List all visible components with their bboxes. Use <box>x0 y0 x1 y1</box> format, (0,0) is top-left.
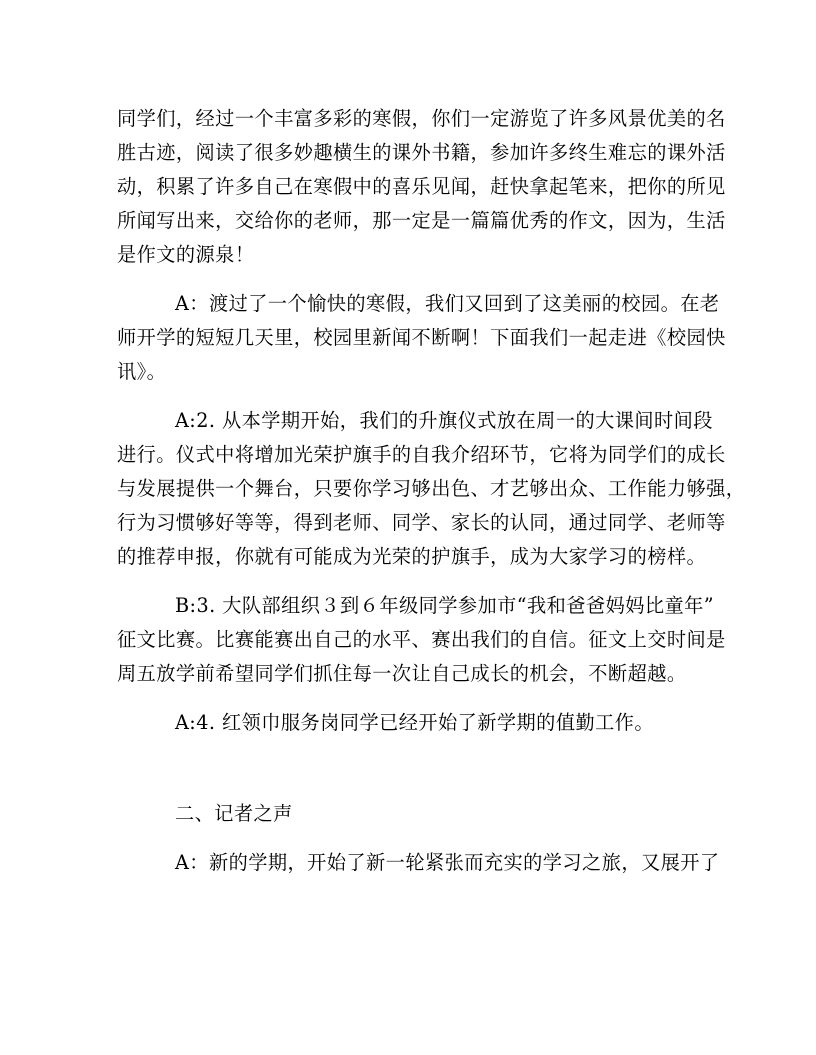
paragraph-line: 征文比赛。比赛能赛出自己的水平、赛出我们的自信。征文上交时间是 <box>117 628 726 651</box>
paragraph-line: A:2. 从本学期开始，我们的升旗仪式放在周一的大课间时间段 <box>175 409 713 432</box>
paragraph-line: 进行。仪式中将增加光荣护旗手的自我介绍环节，它将为同学们的成长 <box>117 443 726 466</box>
paragraph-line: 胜古迹，阅读了很多妙趣横生的课外书籍，参加许多终生难忘的课外活 <box>117 141 726 164</box>
paragraph-line: A：渡过了一个愉快的寒假，我们又回到了这美丽的校园。在老 <box>175 292 720 315</box>
paragraph-line: 是作文的源泉！ <box>117 243 255 266</box>
paragraph-line: 师开学的短短几天里，校园里新闻不断啊！下面我们一起走进《校园快 <box>117 326 726 349</box>
paragraph-line: 所闻写出来，交给你的老师，那一定是一篇篇优秀的作文，因为，生活 <box>117 209 726 232</box>
paragraph-line: 同学们，经过一个丰富多彩的寒假，你们一定游览了许多风景优美的名 <box>117 107 726 130</box>
paragraph-line: A：新的学期，开始了新一轮紧张而充实的学习之旅，又展开了 <box>175 851 720 874</box>
paragraph-line: 动，积累了许多自己在寒假中的喜乐见闻，赶快拿起笔来，把你的所见 <box>117 175 726 198</box>
paragraph-line: 讯》。 <box>117 360 167 383</box>
paragraph-line: 的推荐申报，你就有可能成为光荣的护旗手，成为大家学习的榜样。 <box>117 545 707 568</box>
paragraph-line: B:3. 大队部组织３到６年级同学参加市“我和爸爸妈妈比童年” <box>175 594 715 617</box>
paragraph-line: 行为习惯够好等等，得到老师、同学、家长的认同，通过同学、老师等 <box>117 511 726 534</box>
section-heading: 二、记者之声 <box>175 802 293 825</box>
paragraph-line: A:4. 红领巾服务岗同学已经开始了新学期的值勤工作。 <box>175 711 655 734</box>
paragraph-line: 周五放学前希望同学们抓住每一次让自己成长的机会，不断超越。 <box>117 662 687 685</box>
paragraph-line: 与发展提供一个舞台，只要你学习够出色、才艺够出众、工作能力够强， <box>117 477 746 500</box>
